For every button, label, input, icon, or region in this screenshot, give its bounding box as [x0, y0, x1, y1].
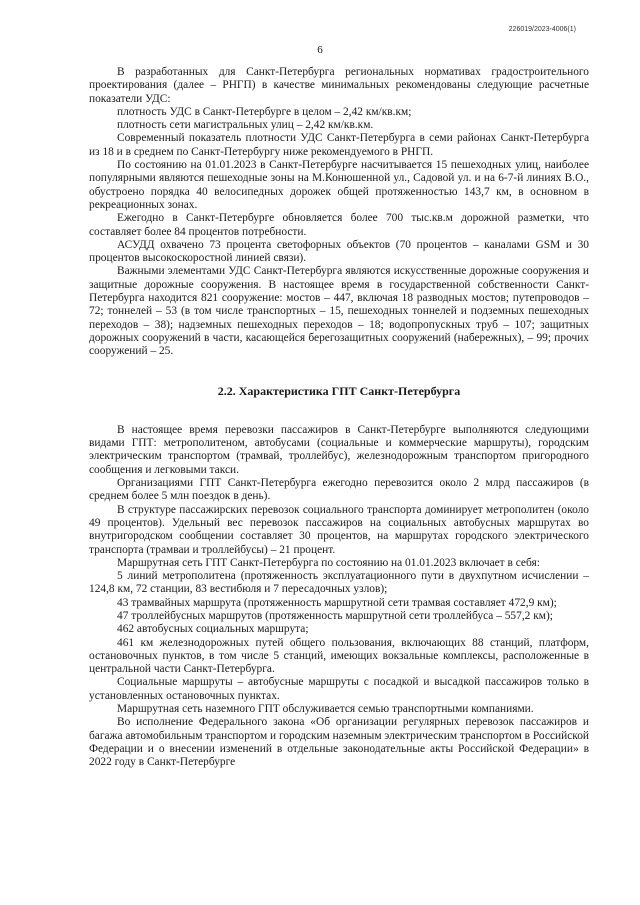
paragraph: В настоящее время перевозки пассажиров в Санкт-Петербурге выполняются следующими видами ГПТ: метрополитеном, автобусами (социальные и коммерческие маршруты), городским электрическим транспортом (трамвай, троллейбус), железнодорожным транспортом пригородного сообщения и легковыми такси. [89, 423, 589, 476]
paragraph: Современный показатель плотности УДС Санкт-Петербурга в семи районах Санкт-Петербурга из 18 и в среднем по Санкт-Петербургу ниже рекомендуемого в РНГП. [89, 132, 589, 158]
paragraph: Маршрутная сеть наземного ГПТ обслуживается семью транспортными компаниями. [117, 703, 534, 716]
paragraph: Важными элементами УДС Санкт-Петербурга являются искусственные дорожные сооружения и защитные дорожные сооружения. В настоящее время в государственной собственности Санкт-Петербурга находится 821 сооружение: мостов – 447, включая 18 разводных мостов; путепроводов – 72; тоннелей – 53 (в том числе транспортных – 15, пешеходных тоннелей и подземных пешеходных переходов – 38); надземных пешеходных переходов – 18; водопропускных труб – 107; защитных дорожных сооружений в части, касающейся берегозащитных сооружений (набережных), – 99; прочих сооружений – 25. [89, 265, 589, 358]
list-item: 47 троллейбусных маршрутов (протяженность маршрутной сети троллейбуса – 557,2 км); [117, 609, 553, 622]
section-heading: 2.2. Характеристика ГПТ Санкт-Петербурга [217, 383, 461, 398]
paragraph: Социальные маршруты – автобусные маршруты с посадкой и высадкой пассажиров только в установленных остановочных пунктах. [89, 676, 589, 702]
paragraph: В разработанных для Санкт-Петербурга региональных нормативах градостроительного проектирования (далее – РНГП) в качестве минимальных рекомендованы следующие расчетные показатели УДС: [89, 66, 589, 105]
list-item: 462 автобусных социальных маршрута; [117, 623, 309, 636]
document-body [89, 66, 589, 770]
paragraph: По состоянию на 01.01.2023 в Санкт-Петербурге насчитывается 15 пешеходных улиц, наиболее популярными являются пешеходные зоны на М.Конюшенной ул., Садовой ул. и на 6-7-й линиях В.О., обустроено порядка 40 велосипедных дорожек общей протяженностью 143,7 км, в основном в рекреационных зонах. [89, 159, 589, 211]
page-number: 6 [317, 44, 323, 56]
paragraph: Во исполнение Федерального закона «Об организации регулярных перевозок пассажиров и багажа автомобильным транспортом и городским наземным электрическим транспортом в Российской Федерации и о внесении изменений в отдельные законодательные акты Российской Федерации» в 2022 году в Санкт-Петербурге [89, 716, 589, 769]
list-item: 5 линий метрополитена (протяженность эксплуатационного пути в двухпутном исчислении – 124,8 км, 72 станции, 83 вестибюля и 7 пересадочных узлов); [89, 570, 589, 596]
paragraph: Ежегодно в Санкт-Петербурге обновляется более 700 тыс.кв.м дорожной разметки, что составляет более 84 процентов потребности. [89, 212, 589, 238]
paragraph: Организациями ГПТ Санкт-Петербурга ежегодно перевозится около 2 млрд пассажиров (в среднем более 5 млн поездок в день). [89, 477, 589, 503]
list-item: 461 км железнодорожных путей общего пользования, включающих 88 станций, платформ, остановочных пунктов, в том числе 5 станций, имеющих вокзальные комплексы, расположенные в центральной части Санкт-Петербурга. [89, 636, 589, 676]
paragraph: плотность УДС в Санкт-Петербурге в целом – 2,42 км/кв.км; [117, 105, 412, 118]
paragraph: В структуре пассажирских перевозок социального транспорта доминирует метрополитен (около 49 процентов). Удельный вес перевозок пассажиров на социальных автобусных маршрутах во внутригородском сообщении составляет 30 процентов, на маршрутах городского электрического транспорта (трамваи и троллейбусы) – 21 процент. [89, 503, 589, 556]
list-item: 43 трамвайных маршрута (протяженность маршрутной сети трамвая составляет 472,9 км); [117, 596, 557, 609]
paragraph: АСУДД охвачено 73 процента светофорных объектов (70 процентов – каналами GSM и 30 процентов высокоскоростной линией связи). [89, 238, 589, 265]
document-id: 226019/2023-4006(1) [508, 26, 576, 33]
paragraph: Маршрутная сеть ГПТ Санкт-Петербурга по состоянию на 01.01.2023 включает в себя: [117, 556, 540, 569]
paragraph: плотность сети магистральных улиц – 2,42 км/кв.км. [117, 119, 374, 132]
